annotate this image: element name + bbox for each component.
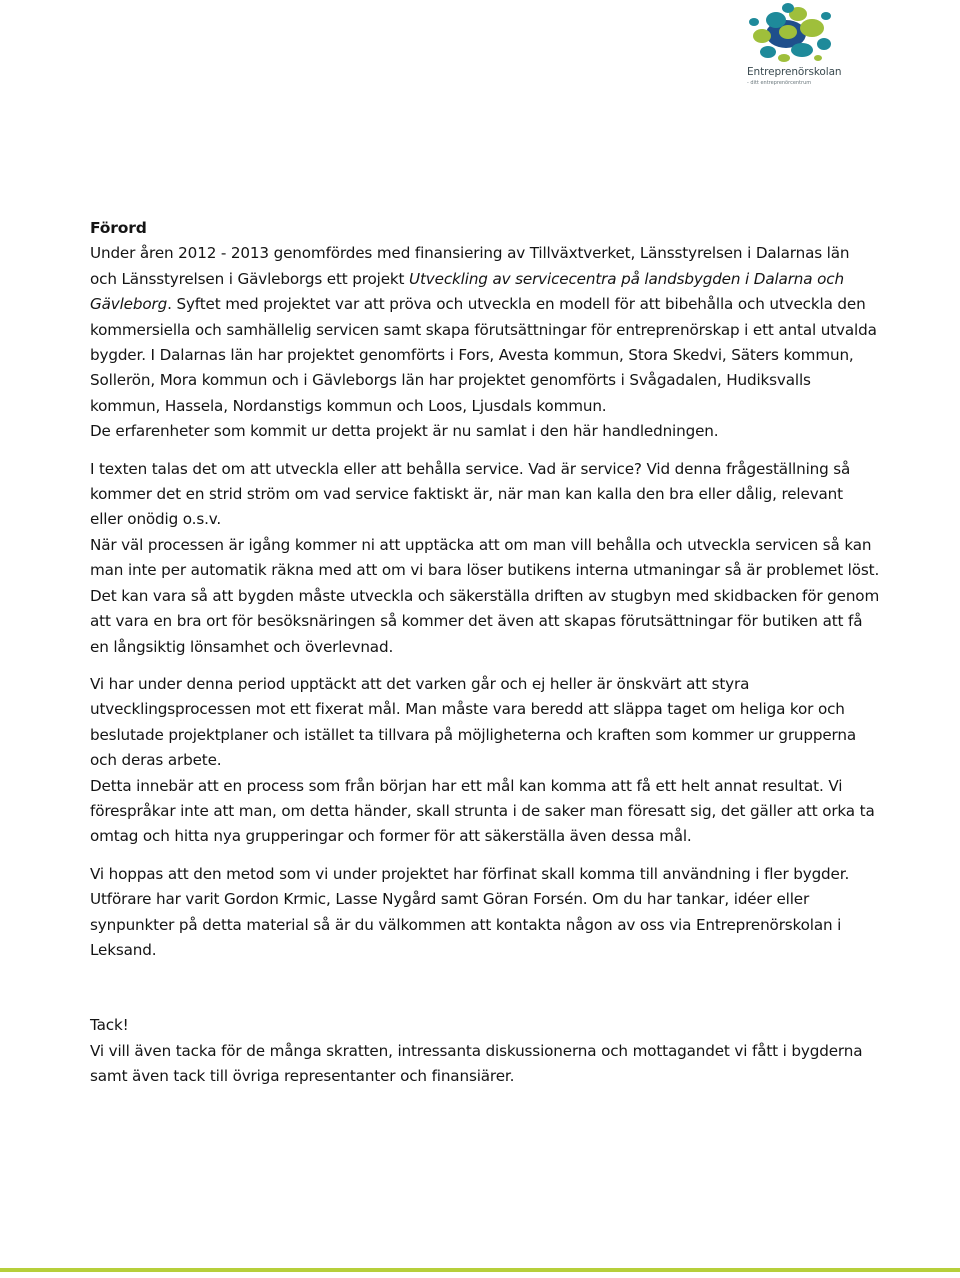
paragraph: I texten talas det om att utveckla eller att behålla service. Vad är service? Vid denna frågeställning så kommer det en strid ström om vad service faktiskt är, när man kan kalla den bra eller dålig, relevant eller onödig o.s.v.	[90, 459, 851, 529]
page-title: Förord	[90, 219, 147, 237]
paragraph-intro	[90, 241, 880, 419]
entreprenorskolan-logo	[738, 0, 842, 90]
logo-tagline: - ditt entreprenörcentrum	[747, 80, 812, 86]
paragraph: De erfarenheter som kommit ur detta projekt är nu samlat i den här handledningen.	[90, 422, 719, 441]
logo-name: Entreprenörskolan	[747, 66, 842, 78]
paragraph: Vi hoppas att den metod som vi under projektet har förfinat skall komma till användning i fler bygder. Utförare har varit Gordon Krmic, Lasse Nygård samt Göran Forsén. Om du har tankar, idéer eller synpunkter på detta material så är du välkommen att kontakta någon av oss via Entreprenörskolan i Leksand.	[90, 864, 850, 959]
paragraph: Vi vill även tacka för de många skratten, intressanta diskussionerna och mottagandet vi fått i bygderna samt även tack till övriga representanter och finansiärer.	[90, 1041, 863, 1086]
intro-text-start: Under åren 2012 - 2013 genomfördes med finansiering av Tillväxtverket, Länsstyrelsen i Dalarnas län och Länsstyrelsen i Gävleborgs ett projekt	[90, 244, 850, 288]
document-body	[90, 216, 880, 1090]
logo-mark-icon	[738, 0, 842, 66]
paragraph: När väl processen är igång kommer ni att upptäcka att om man vill behålla och utveckla servicen så kan man inte per automatik räkna med att om vi bara löser butikens interna utmaningar så är problemet löst. Det kan vara så att bygden måste utveckla och säkerställa driften av stugbyn med skidbacken för genom att vara en bra ort för besöksnäringen så kommer det även att skapas förutsättningar för butiken att få en långsiktig lönsamhet och överlevnad.	[90, 535, 880, 656]
intro-text-end: . Syftet med projektet var att pröva och utveckla en modell för att bibehålla och utveckla den kommersiella och samhällelig servicen samt skapa förutsättningar för entreprenörskap i ett antal utvalda bygder. I Dalarnas län har projektet genomförts i Fors, Avesta kommun, Stora Skedvi, Säters kommun, Sollerön, Mora kommun och i Gävleborgs län har projektet genomförts i Svågadalen, Hudiksvalls kommun, Hassela, Nordanstigs kommun och Loos, Ljusdals kommun.	[90, 295, 877, 415]
footer-divider	[0, 1268, 960, 1272]
paragraph: Detta innebär att en process som från början har ett mål kan komma att få ett helt annat resultat. Vi förespråkar inte att man, om detta händer, skall strunta i de saker man föresatt sig, det gäller att orka ta omtag och hitta nya grupperingar och former för att säkerställa även dessa mål.	[90, 776, 875, 846]
project-title: Utveckling av servicecentra på landsbygden i Dalarna och Gävleborg	[90, 269, 844, 314]
thanks-heading: Tack!	[90, 1016, 129, 1035]
paragraph: Vi har under denna period upptäckt att det varken går och ej heller är önskvärt att styra utvecklingsprocessen mot ett fixerat mål. Man måste vara beredd att släppa taget om heliga kor och beslutade projektplaner och istället ta tillvara på möjligheterna och kraften som kommer ur grupperna och deras arbete.	[90, 674, 857, 770]
